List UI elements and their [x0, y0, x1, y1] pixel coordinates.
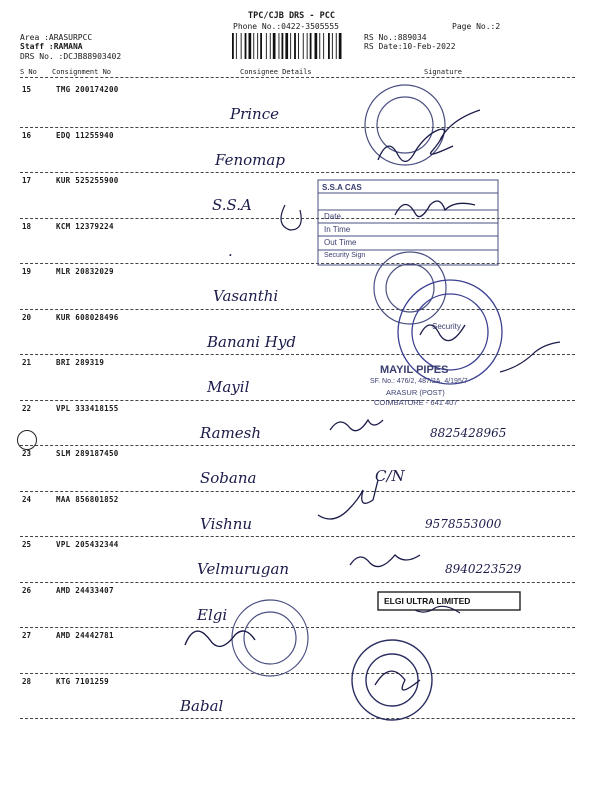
row-consignee-name: Babal	[180, 696, 224, 715]
row-consignee-name: Ramesh	[200, 423, 262, 442]
row-sno: 20	[22, 312, 32, 322]
row-consignment-no: MAA 856801852	[56, 494, 119, 504]
row-consignee-name: Elgi	[197, 605, 228, 624]
row-sno: 22	[22, 403, 32, 413]
rs-date: RS Date:10-Feb-2022	[364, 42, 456, 51]
row-signature-text: C/N	[375, 467, 405, 485]
row-consignment-no: AMD 24442781	[56, 631, 114, 640]
row-consignee-name: Fenomap	[215, 150, 285, 169]
column-signature: Signature	[424, 68, 462, 76]
row-phone-number: 8825428965	[430, 425, 507, 440]
row-consignee-name: Vishnu	[200, 514, 253, 533]
mayil-stamp-name: MAYIL PIPES	[380, 364, 449, 376]
drs-number: DRS No. :DCJB88903402	[20, 52, 122, 61]
row-sno: 19	[22, 267, 32, 276]
column-sno: S No	[20, 68, 37, 76]
security-stamp-text: Security	[432, 322, 461, 331]
row-sno: 17	[22, 176, 32, 185]
row-sno: 16	[22, 130, 32, 140]
column-consignee: Consignee Details	[240, 68, 312, 76]
round-stamp-top	[365, 85, 445, 165]
signature-row-25	[350, 555, 420, 567]
mayil-stamp-city: COIMBATORE - 641 407	[374, 398, 458, 407]
mayil-stamp-sf: SF. No.: 476/2, 487/2A, 4/195/7	[370, 378, 468, 385]
row-consignee-name: .	[228, 241, 233, 260]
row-consignee-name: S.S.A	[212, 196, 252, 214]
row-sno: 24	[22, 494, 32, 504]
row-phone-number: 8940223529	[445, 562, 522, 576]
row-sno: 21	[22, 358, 32, 367]
page-number: Page No.:2	[452, 22, 501, 31]
row-consignment-no: KUR 608028496	[56, 312, 119, 322]
ssa-stamp-out-time: Out Time	[324, 238, 357, 247]
row-consignee-name: Prince	[230, 105, 279, 123]
row-consignment-no: KCM 12379224	[56, 221, 114, 231]
row-consignment-no: BRI 289319	[56, 358, 105, 367]
signature-row-17	[395, 201, 475, 217]
round-stamp-middle	[374, 252, 446, 324]
row-consignment-no: VPL 333418155	[56, 403, 119, 413]
row-phone-number: 9578553000	[425, 516, 502, 531]
signature-row-22	[330, 420, 383, 431]
row-sno: 18	[22, 221, 32, 231]
row-consignment-no: KUR 525255900	[56, 176, 119, 185]
row-consignment-no: AMD 24433407	[56, 585, 114, 595]
row-consignment-no: VPL 205432344	[56, 540, 119, 549]
elgi-stamp-text: ELGI ULTRA LIMITED	[384, 596, 471, 606]
document-title: TPC/CJB DRS - PCC	[248, 11, 335, 21]
signature-row-24	[318, 480, 378, 519]
row-consignment-no: TMG 200174200	[56, 85, 119, 94]
row-sno: 28	[22, 676, 32, 686]
ssa-stamp-security: Security Sign	[324, 252, 366, 259]
row-consignee-name: Sobana	[200, 469, 257, 487]
row-consignment-no: EDQ 11255940	[56, 130, 114, 140]
rs-number: RS No.:889034	[364, 33, 427, 42]
phone-number: Phone No.:0422-3505555	[233, 22, 339, 31]
ssa-stamp-title: S.S.A CAS	[322, 183, 362, 192]
row-consignee-name: Banani Hyd	[207, 332, 296, 351]
row-consignee-name: Vasanthi	[213, 287, 279, 305]
staff-label: Staff :RAMANA	[20, 42, 83, 51]
row-sno: 26	[22, 585, 32, 595]
row-consignment-no: SLM 289187450	[56, 449, 119, 458]
round-stamp-bottom-left	[232, 600, 308, 676]
row-sno: 23	[22, 449, 32, 458]
ssa-stamp-in-time: In Time	[324, 225, 351, 234]
signature-row-16	[378, 129, 453, 161]
row-sno: 15	[22, 85, 32, 94]
row-consignee-name: Velmurugan	[197, 560, 290, 578]
row-consignee-name: Mayil	[207, 378, 250, 396]
area-label: Area :ARASURPCC	[20, 33, 93, 42]
ssa-stamp-date: Date	[324, 212, 341, 221]
column-consignment: Consignment No	[52, 68, 112, 76]
row-consignment-no: KTG 7101259	[56, 676, 109, 686]
row-consignment-no: MLR 20832029	[56, 267, 114, 276]
row-sno: 27	[22, 631, 32, 640]
row-sno: 25	[22, 540, 32, 549]
mayil-stamp-address: ARASUR (POST)	[386, 388, 445, 397]
